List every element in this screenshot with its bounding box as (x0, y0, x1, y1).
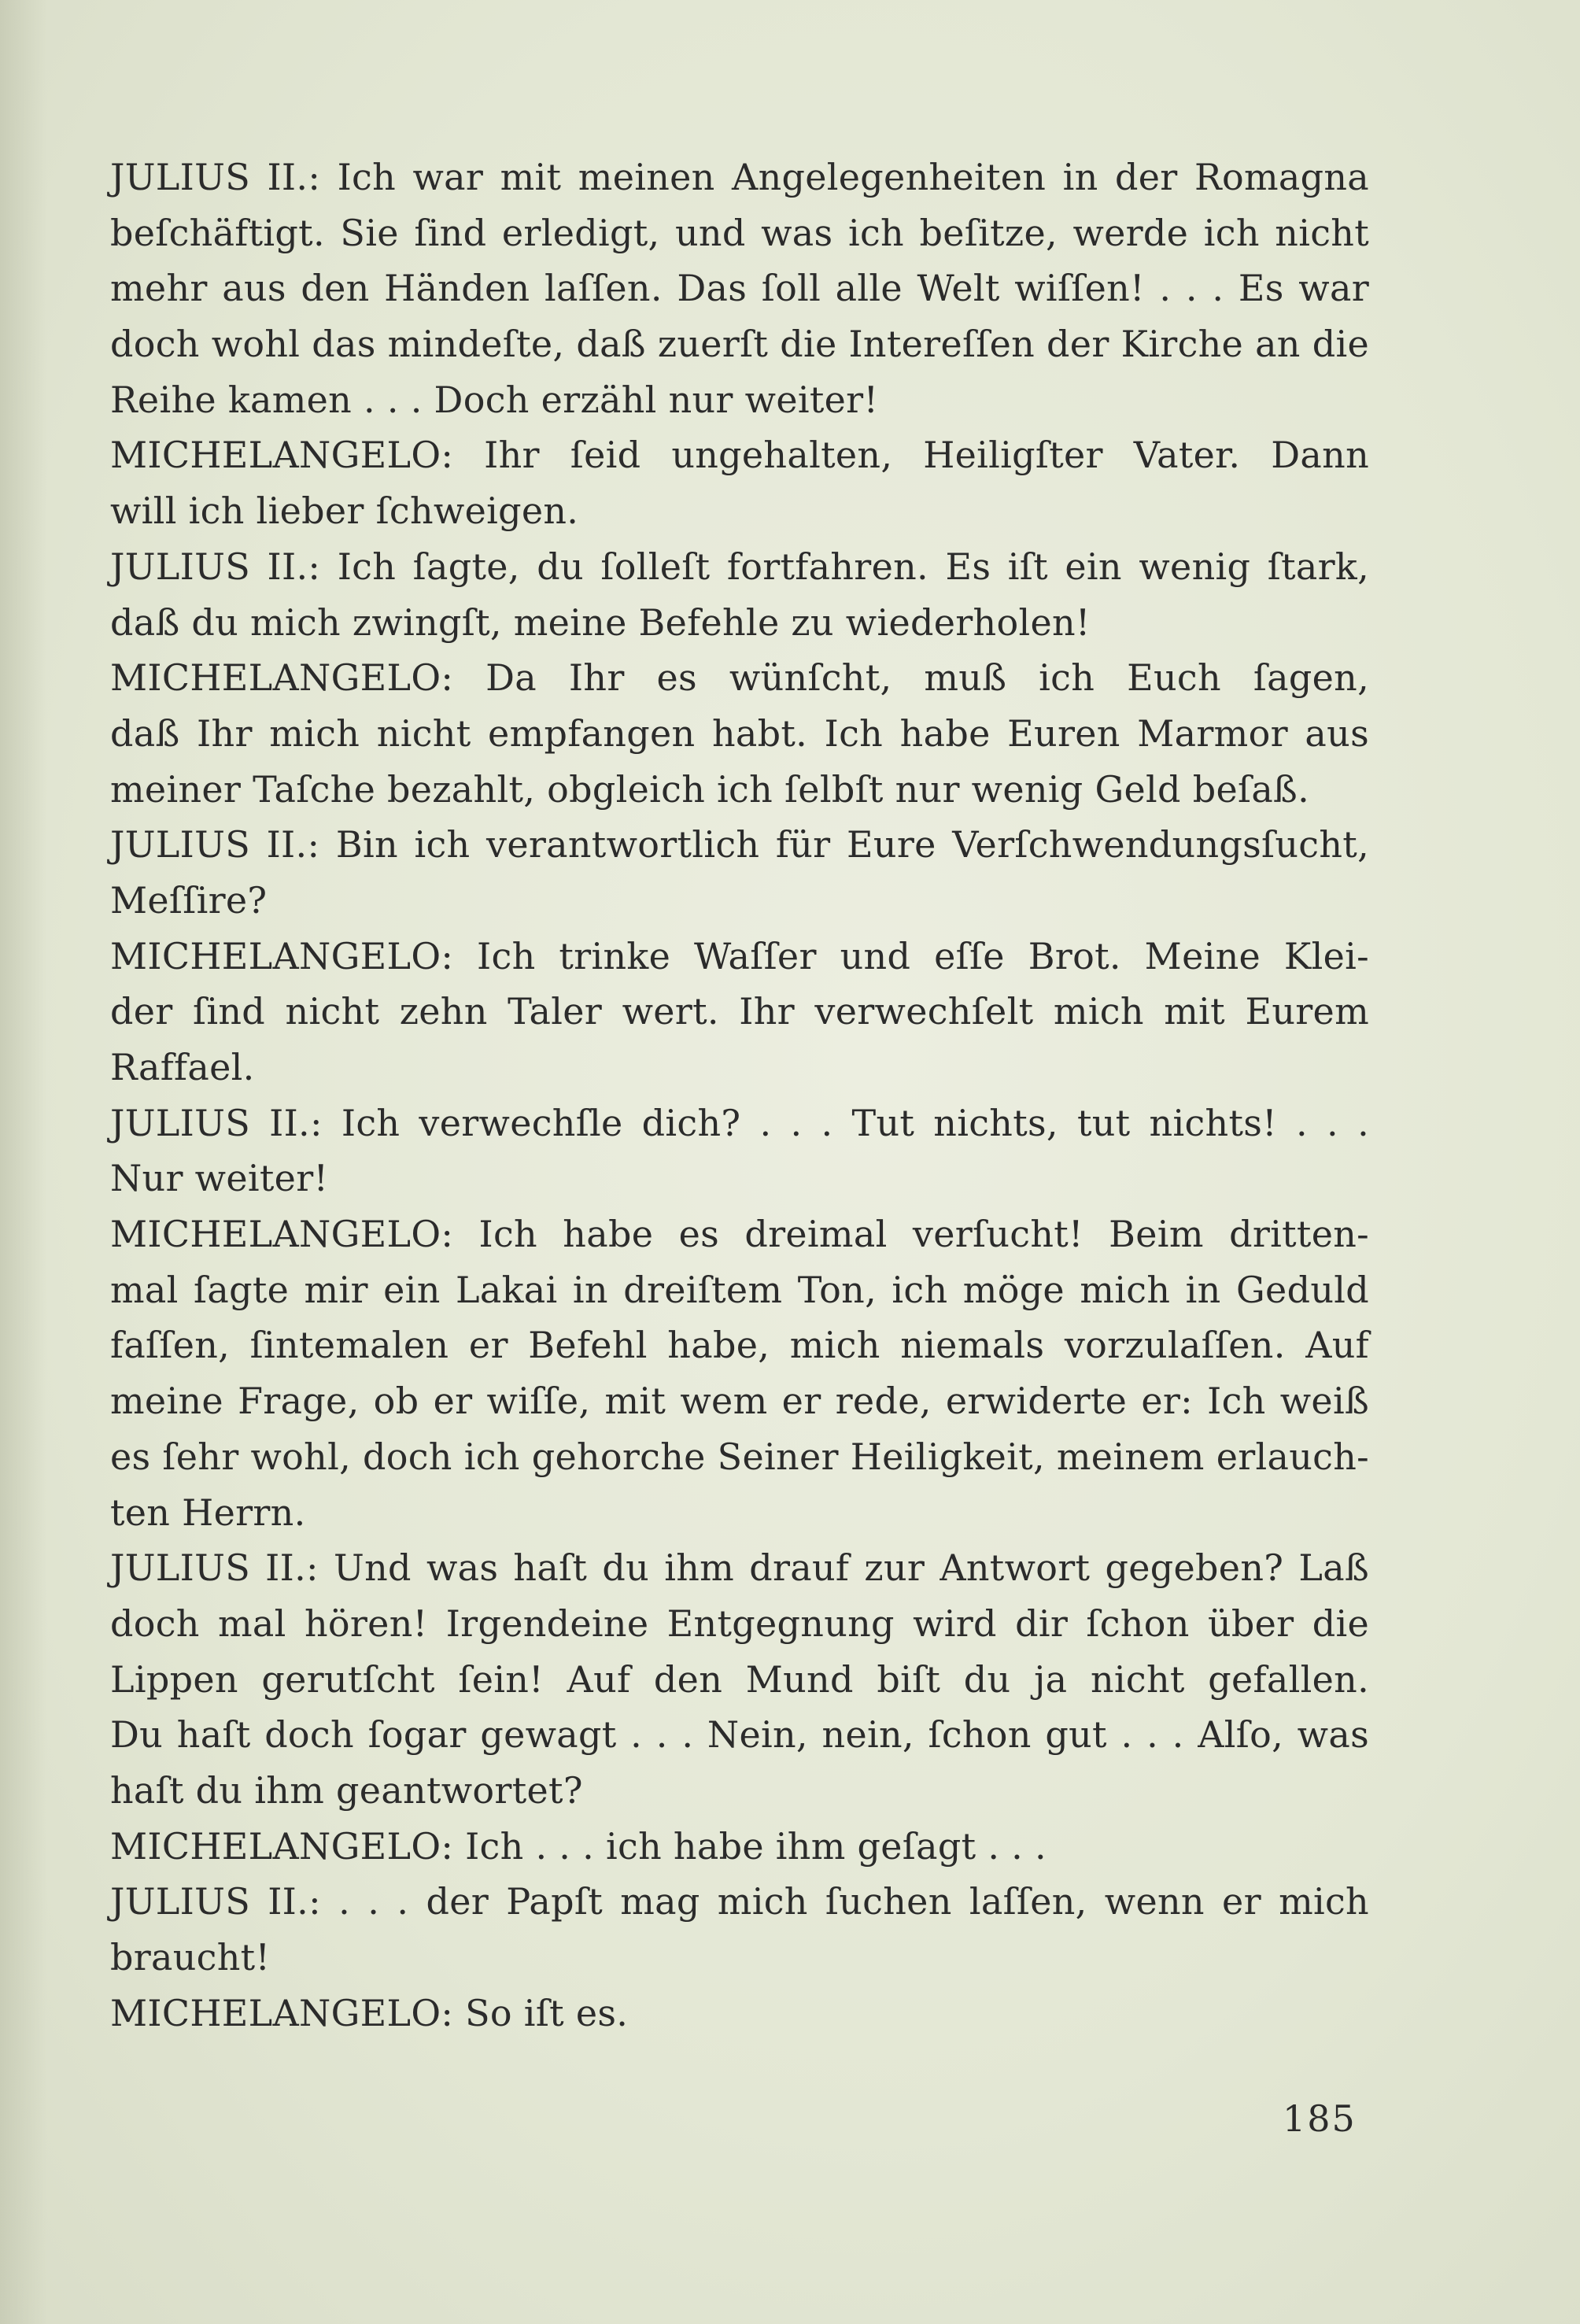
page-edge-shadow (0, 0, 47, 2324)
text-line: ten Herrn. (110, 1491, 306, 1534)
text-line: JULIUS II.: Ich verwechſle dich? . . . Tut nichts, tut nichts! . . . (110, 1101, 1369, 1144)
text-line: MICHELANGELO: Ich trinke Waſſer und eſſe Brot. Meine Klei- (110, 934, 1369, 977)
text-line: JULIUS II.: Bin ich verantwortlich für Eure Verſchwendungsſucht, (110, 823, 1369, 866)
text-line: MICHELANGELO: Ich habe es dreimal verſucht! Beim dritten- (110, 1213, 1369, 1256)
text-line: meine Frage, ob er wiſſe, mit wem er rede, erwiderte er: Ich weiß (110, 1380, 1369, 1423)
text-line: beſchäftigt. Sie ſind erledigt, und was ich beſitze, werde ich nicht (110, 211, 1369, 254)
text-line: der ſind nicht zehn Taler wert. Ihr verwechſelt mich mit Eurem (110, 990, 1369, 1033)
text-line: will ich lieber ſchweigen. (110, 490, 579, 533)
text-line: Nur weiter! (110, 1157, 329, 1200)
text-line: Raffael. (110, 1046, 255, 1088)
text-line: JULIUS II.: Und was haſt du ihm drauf zur Antwort gegeben? Laß (110, 1546, 1369, 1590)
text-line: mal ſagte mir ein Lakai in dreiſtem Ton, ich möge mich in Geduld (110, 1268, 1369, 1311)
text-line: JULIUS II.: Ich ſagte, du ſolleſt fortfahren. Es iſt ein wenig ſtark, (110, 545, 1369, 588)
text-line: Lippen gerutſcht ſein! Auf den Mund biſt du ja nicht gefallen. (110, 1657, 1369, 1701)
text-line: doch mal hören! Irgendeine Entgegnung wird dir ſchon über die (110, 1602, 1369, 1645)
text-line: JULIUS II.: Ich war mit meinen Angelegenheiten in der Romagna (110, 156, 1369, 198)
text-line: mehr aus den Händen laſſen. Das ſoll alle Welt wiſſen! . . . Es war (110, 267, 1369, 310)
text-line: MICHELANGELO: Ihr ſeid ungehalten, Heiligſter Vater. Dann (110, 434, 1369, 477)
text-line: Meſſire? (110, 878, 268, 922)
text-line: braucht! (110, 1936, 271, 1979)
text-line: MICHELANGELO: Ich . . . ich habe ihm geſagt . . . (110, 1824, 1047, 1868)
text-line: daß Ihr mich nicht empfangen habt. Ich habe Euren Marmor aus (110, 711, 1369, 755)
text-line: Du haſt doch ſogar gewagt . . . Nein, nein, ſchon gut . . . Alſo, was (110, 1713, 1369, 1757)
page-number: 185 (1283, 2097, 1357, 2140)
text-line: Reihe kamen . . . Doch erzähl nur weiter! (110, 378, 879, 421)
text-line: doch wohl das mindeſte, daß zuerſt die Intereſſen der Kirche an die (110, 323, 1369, 366)
text-line: MICHELANGELO: Da Ihr es wünſcht, muß ich Euch ſagen, (110, 656, 1369, 700)
text-line: JULIUS II.: . . . der Papſt mag mich ſuchen laſſen, wenn er mich (110, 1880, 1369, 1923)
text-line: haſt du ihm geantwortet? (110, 1768, 583, 1812)
text-line: es ſehr wohl, doch ich gehorche Seiner Heiligkeit, meinem erlauch- (110, 1435, 1369, 1478)
text-line: daß du mich zwingſt, meine Befehle zu wiederholen! (110, 600, 1091, 644)
dialogue-text (110, 150, 1369, 2041)
text-line: faſſen, ſintemalen er Befehl habe, mich niemals vorzulaſſen. Auf (110, 1324, 1369, 1367)
text-line: MICHELANGELO: So iſt es. (110, 1991, 629, 2034)
text-line: meiner Taſche bezahlt, obgleich ich ſelbſt nur wenig Geld beſaß. (110, 767, 1309, 811)
